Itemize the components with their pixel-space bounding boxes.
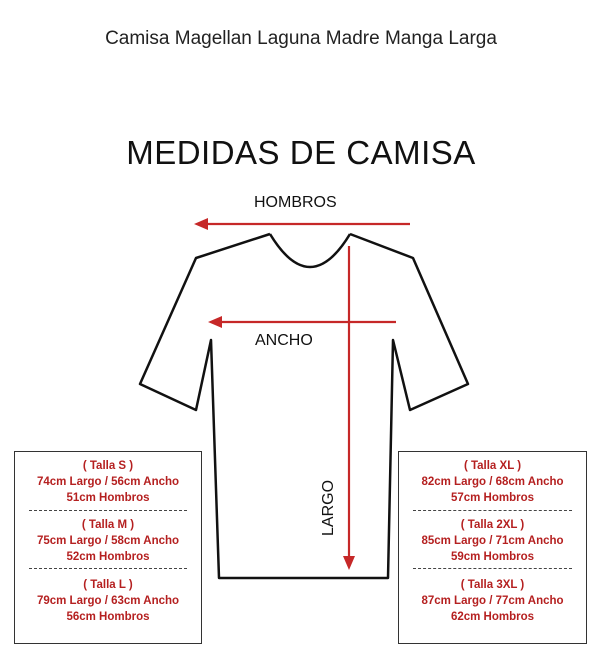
size-entry-s — [29, 452, 187, 510]
size-length-width: 85cm Largo / 71cm Ancho — [421, 535, 564, 547]
size-length-width: 75cm Largo / 58cm Ancho — [36, 535, 180, 547]
size-shoulders: 56cm Hombros — [66, 611, 150, 623]
size-chart-heading: MEDIDAS DE CAMISA — [126, 134, 476, 171]
width-label: ANCHO — [255, 332, 313, 349]
size-name: ( Talla L ) — [83, 579, 133, 591]
size-name: ( Talla 3XL ) — [460, 579, 525, 591]
size-length-width: 87cm Largo / 77cm Ancho — [421, 595, 564, 607]
size-name: ( Talla 2XL ) — [460, 519, 525, 531]
size-entry-2xl — [413, 510, 572, 568]
product-title: Camisa Magellan Laguna Madre Manga Larga — [105, 28, 497, 49]
size-entry-l — [29, 568, 187, 625]
size-shoulders: 62cm Hombros — [450, 611, 535, 623]
size-entry-m — [29, 510, 187, 568]
size-length-width: 82cm Largo / 68cm Ancho — [421, 476, 564, 488]
shirt-collar — [270, 234, 350, 267]
size-name: ( Talla M ) — [81, 519, 135, 531]
size-name: ( Talla S ) — [82, 460, 134, 472]
size-entry-xl — [413, 452, 572, 510]
size-shoulders: 51cm Hombros — [66, 492, 150, 504]
size-box-left — [14, 451, 202, 644]
size-shoulders: 59cm Hombros — [450, 551, 535, 563]
length-label: LARGO — [320, 479, 337, 536]
length-arrow — [343, 246, 355, 570]
shoulders-label: HOMBROS — [254, 194, 337, 211]
size-shoulders: 57cm Hombros — [450, 492, 535, 504]
size-length-width: 74cm Largo / 56cm Ancho — [36, 476, 180, 488]
size-length-width: 79cm Largo / 63cm Ancho — [36, 595, 180, 607]
size-entry-3xl — [413, 568, 572, 625]
size-shoulders: 52cm Hombros — [66, 551, 150, 563]
size-name: ( Talla XL ) — [463, 460, 522, 472]
size-box-right — [398, 451, 587, 644]
shoulders-arrow — [194, 218, 410, 230]
width-arrow — [208, 316, 396, 328]
